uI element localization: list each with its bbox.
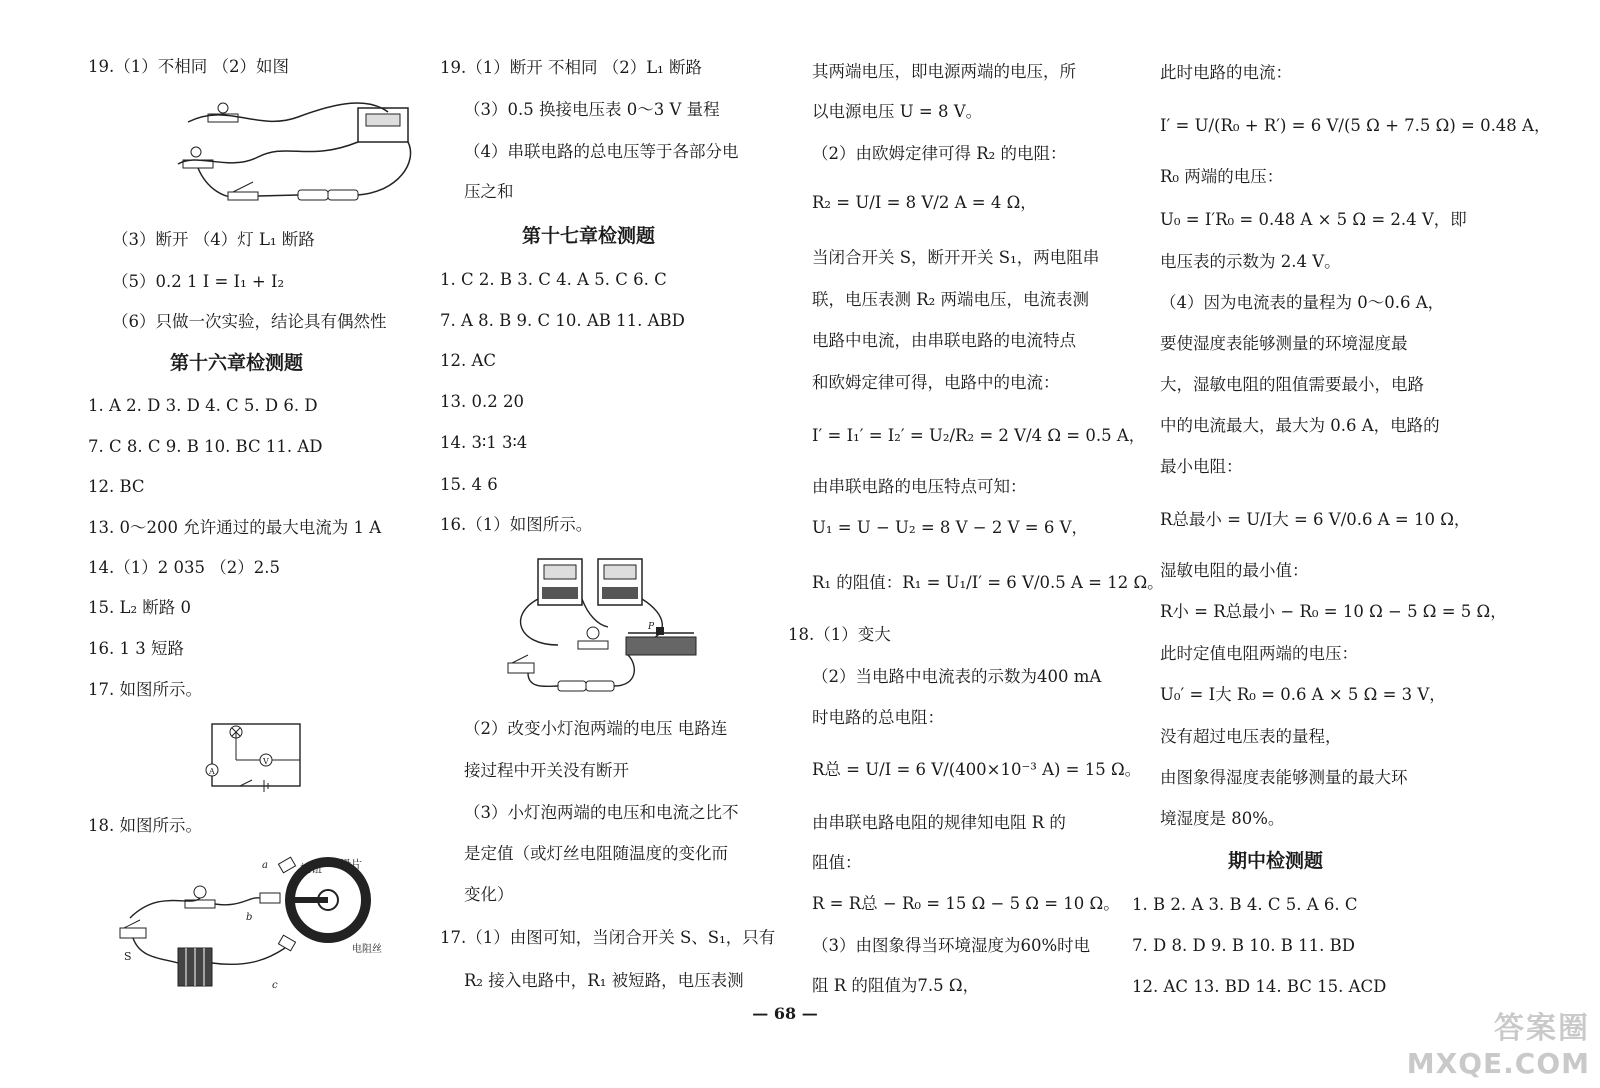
answer-line: 压之和 <box>464 182 514 201</box>
answer-line: 19.（1）不相同 （2）如图 <box>88 57 289 76</box>
answer-line: 17.（1）由图可知，当闭合开关 S、S₁，只有 <box>440 928 776 947</box>
answer-line: 要使湿度表能够测量的环境湿度最 <box>1160 334 1408 353</box>
fig-label-slider: 滑片 <box>340 858 362 871</box>
fig-label-a: a <box>262 860 268 871</box>
answer-line: 14. 3∶1 3∶4 <box>440 433 528 452</box>
section-title: 期中检测题 <box>1228 850 1324 872</box>
circuit-figure-18 <box>100 848 400 998</box>
answer-line: 接过程中开关没有断开 <box>464 761 629 780</box>
formula-line: R总最小 = U/I大 = 6 V/0.6 A = 10 Ω， <box>1160 510 1471 529</box>
answer-line: 由串联电路电阻的规律知电阻 R 的 <box>812 813 1066 832</box>
answer-line: 中的电流最大，最大为 0.6 A，电路的 <box>1160 416 1440 435</box>
answer-line: 阻值： <box>812 853 862 872</box>
answer-line: （3）0.5 换接电压表 0～3 V 量程 <box>464 100 720 119</box>
fig-label-p: P <box>648 622 655 632</box>
answer-line: 7. A 8. B 9. C 10. AB 11. ABD <box>440 311 685 330</box>
answer-line: 7. C 8. C 9. B 10. BC 11. AD <box>88 437 323 456</box>
answer-line: 15. 4 6 <box>440 475 498 494</box>
answer-line: 19.（1）断开 不相同 （2）L₁ 断路 <box>440 58 703 77</box>
formula-line: I′ = U/(R₀ + R′) = 6 V/(5 Ω + 7.5 Ω) = 0.48 A， <box>1160 116 1551 135</box>
answer-line: （3）由图象得当环境湿度为60%时电 <box>812 936 1091 955</box>
fig-label-knob: 旋钮 <box>300 862 322 875</box>
answer-line: 大，湿敏电阻的阻值需要最小，电路 <box>1160 375 1424 394</box>
answer-line: R₀ 两端的电压： <box>1160 167 1284 186</box>
answer-line: 12. AC <box>440 351 497 370</box>
answer-line: R₂ 接入电路中，R₁ 被短路，电压表测 <box>464 971 744 990</box>
answer-line: （2）由欧姆定律可得 R₂ 的电阻： <box>812 144 1067 163</box>
fig-label-wire: 电阻丝 <box>352 944 382 955</box>
answer-line: 阻 R 的阻值为7.5 Ω， <box>812 976 980 995</box>
answer-line: 1. A 2. D 3. D 4. C 5. D 6. D <box>88 396 318 415</box>
answer-line: 以电源电压 U = 8 V。 <box>812 102 983 121</box>
formula-line: R₂ = U/I = 8 V/2 A = 4 Ω， <box>812 193 1037 212</box>
answer-line: 13. 0.2 20 <box>440 392 524 411</box>
answer-line: 16. 1 3 短路 <box>88 639 184 658</box>
circuit-figure-16 <box>498 555 708 700</box>
answer-line: （2）当电路中电流表的示数为400 mA <box>812 667 1102 686</box>
circuit-diagram-17 <box>200 718 310 793</box>
answer-line: 电压表的示数为 2.4 V。 <box>1160 252 1341 271</box>
answer-line: 是定值（或灯丝电阻随温度的变化而 <box>464 844 728 863</box>
fig-label-c: c <box>272 980 278 991</box>
answer-line: （6）只做一次实验，结论具有偶然性 <box>112 312 387 331</box>
answer-line: 此时定值电阻两端的电压： <box>1160 644 1358 663</box>
watermark-line-1: 答案圈 <box>1494 1011 1590 1046</box>
circuit-figure-19 <box>168 92 438 212</box>
answer-line: （5）0.2 1 I = I₁ + I₂ <box>112 272 285 291</box>
watermark-line-2: MXQE.COM <box>1406 1047 1590 1080</box>
watermark <box>1407 1003 1590 1080</box>
answer-line: 1. B 2. A 3. B 4. C 5. A 6. C <box>1132 895 1358 914</box>
answer-line: 12. BC <box>88 477 145 496</box>
answer-line: 由串联电路的电压特点可知： <box>812 477 1027 496</box>
answer-line: 此时电路的电流： <box>1160 63 1292 82</box>
answer-line: 当闭合开关 S，断开开关 S₁，两电阻串 <box>812 248 1100 267</box>
answer-line: 变化） <box>464 885 514 904</box>
column-1 <box>88 0 418 1040</box>
answer-line: 18. 如图所示。 <box>88 816 202 835</box>
answer-line: 16.（1）如图所示。 <box>440 515 593 534</box>
page-number: — 68 — <box>752 1004 818 1023</box>
answer-line: 13. 0～200 允许通过的最大电流为 1 A <box>88 518 382 537</box>
answer-line: 由图象得湿度表能够测量的最大环 <box>1160 768 1408 787</box>
answer-line: 联，电压表测 R₂ 两端电压，电流表测 <box>812 290 1090 309</box>
answer-line: 15. L₂ 断路 0 <box>88 598 192 617</box>
answer-line: 17. 如图所示。 <box>88 680 202 699</box>
answer-line: 1. C 2. B 3. C 4. A 5. C 6. C <box>440 270 667 289</box>
answer-line: 7. D 8. D 9. B 10. B 11. BD <box>1132 936 1355 955</box>
answer-line: 没有超过电压表的量程， <box>1160 727 1342 746</box>
formula-line: I′ = I₁′ = I₂′ = U₂/R₂ = 2 V/4 Ω = 0.5 A， <box>812 426 1146 445</box>
column-2 <box>440 0 780 1040</box>
fig-label-s: S <box>124 950 132 963</box>
section-title: 第十六章检测题 <box>170 352 304 374</box>
formula-line: R = R总 − R₀ = 15 Ω − 5 Ω = 10 Ω。 <box>812 894 1120 913</box>
formula-line: R总 = U/I = 6 V/(400×10⁻³ A) = 15 Ω。 <box>812 760 1142 779</box>
svg-text:V: V <box>263 757 269 766</box>
answer-line: 和欧姆定律可得，电路中的电流： <box>812 373 1060 392</box>
answer-line: （3）断开 （4）灯 L₁ 断路 <box>112 230 315 249</box>
answer-line: 最小电阻： <box>1160 457 1243 476</box>
answer-line: 18.（1）变大 <box>788 625 891 644</box>
answer-line: （2）改变小灯泡两端的电压 电路连 <box>464 719 728 738</box>
answer-line: 时电路的总电阻： <box>812 708 944 727</box>
formula-line: U₀′ = I大 R₀ = 0.6 A × 5 Ω = 3 V， <box>1160 685 1446 704</box>
answer-line: 12. AC 13. BD 14. BC 15. ACD <box>1132 977 1387 996</box>
answer-line: （4）因为电流表的量程为 0～0.6 A， <box>1160 293 1445 312</box>
fig-label-b: b <box>246 912 253 923</box>
answer-line: 14.（1）2 035 （2）2.5 <box>88 558 280 577</box>
answer-line: 电路中电流，由串联电路的电流特点 <box>812 331 1076 350</box>
column-4 <box>1132 0 1551 1040</box>
section-title: 第十七章检测题 <box>522 225 656 247</box>
column-3 <box>788 0 1164 1040</box>
formula-line: R小 = R总最小 − R₀ = 10 Ω − 5 Ω = 5 Ω， <box>1160 602 1507 621</box>
answer-line: （4）串联电路的总电压等于各部分电 <box>464 142 739 161</box>
formula-line: U₀ = I′R₀ = 0.48 A × 5 Ω = 2.4 V，即 <box>1160 210 1467 229</box>
answer-line: 湿敏电阻的最小值： <box>1160 561 1309 580</box>
answer-line: （3）小灯泡两端的电压和电流之比不 <box>464 803 739 822</box>
formula-line: R₁ 的阻值：R₁ = U₁/I′ = 6 V/0.5 A = 12 Ω。 <box>812 573 1164 592</box>
answer-line: 境湿度是 80%。 <box>1160 809 1285 828</box>
svg-text:A: A <box>209 767 215 776</box>
formula-line: U₁ = U − U₂ = 8 V − 2 V = 6 V， <box>812 518 1088 537</box>
answer-line: 其两端电压，即电源两端的电压，所 <box>812 62 1076 81</box>
